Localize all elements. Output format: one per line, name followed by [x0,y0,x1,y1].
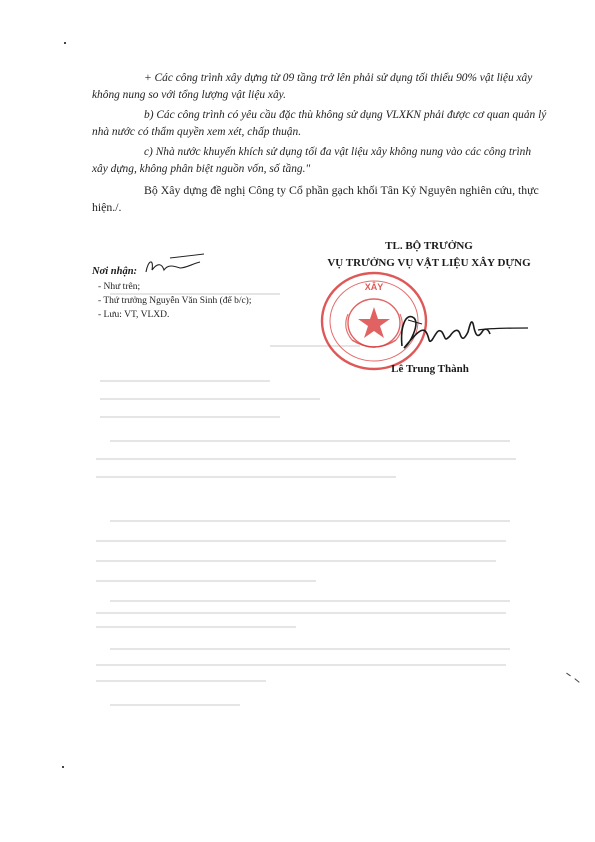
recipient-item: - Thứ trưởng Nguyễn Văn Sinh (để b/c); [98,296,252,306]
initials-mark [140,252,210,280]
signer-name: Lê Trung Thành [391,363,469,375]
recipient-item: - Như trên; [98,282,141,292]
scan-speck [574,678,579,683]
scan-speck [566,673,571,677]
scan-speck [62,766,64,768]
signature-position: VỤ TRƯỞNG VỤ VẬT LIỆU XÂY DỰNG [327,257,531,269]
handwritten-signature [392,306,532,358]
seal-text: XÂY [364,282,384,292]
scan-speck [64,42,66,44]
paragraph-request: Bộ Xây dựng đề nghị Công ty Cổ phần gạch khối Tân Kỷ Nguyên nghiên cứu, thực hiện./. [92,183,539,214]
paragraph-floor-requirement: + Các công trình xây dựng từ 09 tầng trở lên phải sử dụng tối thiểu 90% vật liệu xây không nung so với tổng lượng vật liệu xây. [92,72,533,101]
recipients-title: Nơi nhận: [92,266,138,277]
paragraph-special-works: b) Các công trình có yêu cầu đặc thù không sử dụng VLXKN phải được cơ quan quản lý nhà nước có thẩm quyền xem xét, chấp thuận. [92,109,547,138]
signature-authority: TL. BỘ TRƯỞNG [385,240,473,252]
recipient-item: - Lưu: VT, VLXD. [98,310,170,320]
paragraph-encouragement: c) Nhà nước khuyến khích sử dụng tối đa vật liệu xây không nung vào các công trình xây dựng, không phân biệt nguồn vốn, số tầng." [92,146,532,175]
recipients-list [98,280,252,322]
